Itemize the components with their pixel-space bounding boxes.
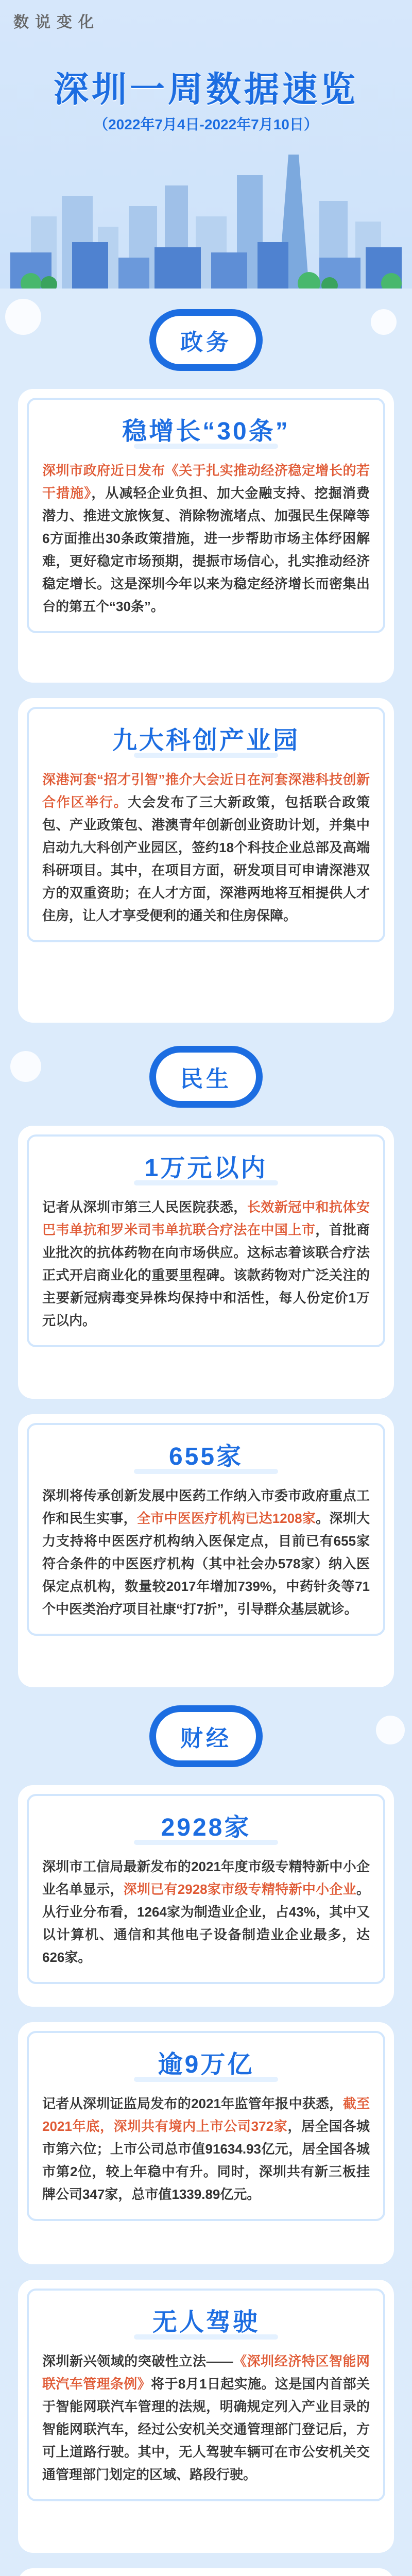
card-stabilize-growth: [21, 392, 391, 680]
card-specialized-smes: [21, 1788, 391, 2004]
section-politics-pill: [149, 309, 263, 371]
card-listed-companies: [21, 2025, 391, 2262]
card-autonomous-driving: [21, 2282, 391, 2550]
card-text: [42, 2092, 370, 2206]
body-text: 大会发布了三大新政策，包括联合政策包、产业政策包、港澳青年创新创业资助计划，并集中启动九大科创产业园区，签约18个科技企业总部及高端科研项目。其中，在项目方面，研发项目可申请深港双方的双重资助；在人才方面，深港两地将互相提供人才住房，让人才享受便利的通关和住房保障。: [42, 794, 370, 923]
date-range: （2022年7月4日-2022年7月10日）: [94, 116, 318, 132]
highlight-text: 深港河套“招才引智”推介大会近日在河套深港科技创新合作区举行。: [42, 772, 370, 810]
highlight-text: 深圳已有2928家市级专精特新中小企业: [123, 1882, 356, 1897]
body-text: 。深圳大力支持将中医医疗机构纳入医保定点，目前已有655家符合条件的中医医疗机构（其中社会办578家）纳入医保定点机构，数量较2017年增加739%，中药针灸等71个中医类治疗项目社康“打7折”，引导群众基层就诊。: [42, 1511, 370, 1617]
card-text: [42, 459, 370, 618]
card-inner: [27, 2289, 385, 2501]
card-inner: [27, 1794, 385, 1984]
card-text: [42, 1484, 370, 1620]
card-title: 稳增长“30条”: [122, 418, 290, 445]
city-skyline-illustration: [0, 155, 412, 289]
page-title: 深圳一周数据速览: [53, 70, 358, 109]
card-title: 655家: [168, 1443, 244, 1470]
highlight-text: 《深圳经济特区智能网联汽车管理条例》: [42, 2353, 370, 2392]
card-inner: [27, 2031, 385, 2221]
highlight-text: 全市中医医疗机构已达1208家: [136, 1511, 316, 1526]
card-title: 1万元以内: [144, 1155, 268, 1182]
section-finance-pill: [149, 1705, 263, 1767]
section-politics-label: 政务: [180, 330, 232, 355]
body-text: 深圳新兴领域的突破性立法——: [42, 2353, 233, 2369]
highlight-text: 截至2021年底，深圳共有境内上市公司372家: [42, 2096, 370, 2134]
top-tag: 数说变化: [13, 14, 100, 31]
body-text: 将于8月1日起实施。这是国内首部关于智能网联汽车管理的法规，明确规定列入产业目录的智能网联汽车，经过公安机关交通管理部门登记后，方可上道路行驶。其中，无人驾驶车辆可在市公安机关交通管理部门划定的区域、路段行驶。: [42, 2376, 370, 2482]
body-text: 记者从深圳证监局发布的2021年监管年报中获悉，: [42, 2096, 343, 2111]
highlight-text: 长效新冠中和抗体安巴韦单抗和罗米司韦单抗联合疗法在中国上市: [42, 1199, 370, 1238]
card-title: 逾9万亿: [158, 2051, 254, 2078]
card-inner: [27, 707, 385, 942]
body-text: 记者从深圳市第三人民医院获悉，: [42, 1199, 247, 1215]
card-tech-parks: [21, 701, 391, 1020]
card-text: [42, 1196, 370, 1332]
skyline-svg: [0, 155, 412, 289]
card-text: [42, 2350, 370, 2486]
card-inner: [27, 398, 385, 633]
highlight-text: 深圳市政府近日发布《关于扎实推动经济稳定增长的若干措施》: [42, 463, 370, 501]
bubble-decoration: [10, 1051, 41, 1082]
section-livelihood-label: 民生: [180, 1066, 232, 1092]
card-title: 九大科创产业园: [112, 727, 300, 754]
card-title: 2928家: [161, 1814, 251, 1841]
body-text: ，首批商业批次的抗体药物在向市场供应。这标志着该联合疗法正式开启商业化的重要里程碑。该款药物对广泛关注的主要新冠病毒变异株均保持中和活性，每人份定价1万元以内。: [42, 1222, 370, 1328]
card-text: [42, 768, 370, 927]
body-text: 。从行业分布看，1264家为制造业企业，占43%，其中又以计算机、通信和其他电子设备制造业企业最多，达626家。: [42, 1882, 370, 1965]
bubble-decoration: [371, 309, 397, 335]
body-text: ，从减轻企业负担、加大金融支持、挖掘消费潜力、推进文旅恢复、消除物流堵点、加强民生保障等6方面推出30条政策措施，进一步帮助市场主体纾困解难，更好稳定市场预期，提振市场信心，扎实推动经济稳定增长。这是深圳今年以来为稳定经济增长而密集出台的第五个“30条”。: [42, 485, 370, 614]
card-title: 无人驾驶: [152, 2309, 260, 2336]
bubble-decoration: [376, 1716, 405, 1744]
card-airport-cargo: [21, 2571, 391, 2576]
section-finance-label: 财经: [180, 1726, 232, 1751]
card-inner: [27, 1134, 385, 1347]
header: [0, 0, 412, 289]
body-text: 深圳将传承创新发展中医药工作纳入市委市政府重点工作和民生实事，: [42, 1488, 370, 1526]
body-text: ，居全国各城市第六位；上市公司总市值91634.93亿元，居全国各城市第2位，较上年稳中有升。同时，深圳共有新三板挂牌公司347家，总市值1339.89亿元。: [42, 2119, 370, 2202]
body-text: 深圳市工信局最新发布的2021年度市级专精特新中小企业名单显示，: [42, 1859, 370, 1897]
bubble-decoration: [5, 299, 41, 335]
card-inner: [27, 1423, 385, 1636]
card-text: [42, 1855, 370, 1969]
card-antibody: [21, 1128, 391, 1396]
section-livelihood-pill: [149, 1046, 263, 1108]
card-tcm: [21, 1417, 391, 1685]
